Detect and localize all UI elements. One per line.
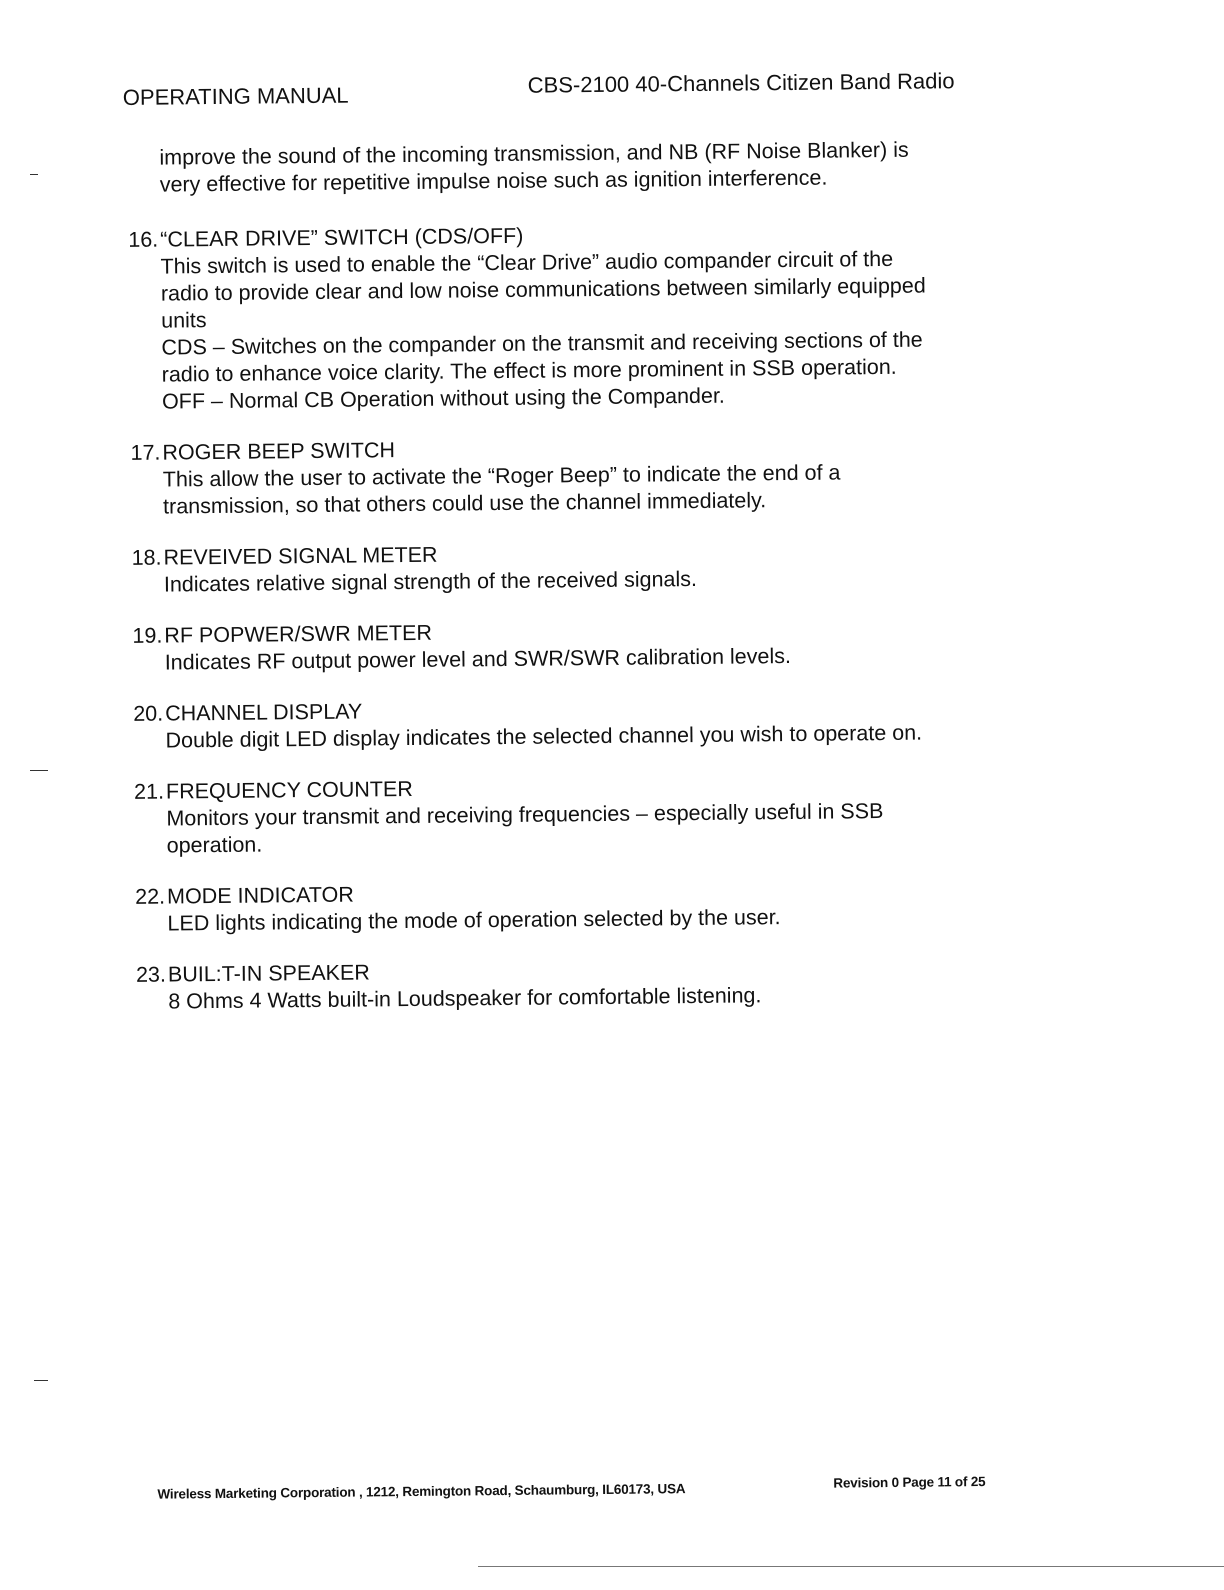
footer-address: Wireless Marketing Corporation , 1212, Remington Road, Schaumburg, IL60173, USA xyxy=(157,1481,686,1502)
item-title: REVEIVED SIGNAL METER xyxy=(163,542,438,570)
item-23 xyxy=(135,953,1029,1016)
header-manual-title: OPERATING MANUAL xyxy=(122,82,349,110)
item-20 xyxy=(133,692,1026,755)
intro-paragraph xyxy=(159,136,1020,199)
item-line: OFF – Normal CB Operation without using the Compander. xyxy=(161,383,725,414)
page-footer xyxy=(157,1474,1027,1507)
item-title: FREQUENCY COUNTER xyxy=(165,776,413,804)
scan-bottom-rule xyxy=(478,1566,1224,1567)
item-number: 17. xyxy=(130,440,161,465)
item-number: 22. xyxy=(135,884,166,909)
item-line: transmission, so that others could use the channel immediately. xyxy=(162,488,767,519)
scan-margin-mark xyxy=(34,1380,48,1381)
item-line: Double digit LED display indicates the selected channel you wish to operate on. xyxy=(165,720,923,753)
item-21 xyxy=(133,770,1027,860)
intro-line: improve the sound of the incoming transmission, and NB (RF Noise Blanker) is xyxy=(159,137,909,170)
page-body xyxy=(128,136,1028,1040)
item-title: CHANNEL DISPLAY xyxy=(165,699,363,726)
item-line: Indicates relative signal strength of the received signals. xyxy=(163,566,698,597)
item-number: 21. xyxy=(133,779,165,804)
item-line: LED lights indicating the mode of operation selected by the user. xyxy=(167,905,781,936)
item-line: Monitors your transmit and receiving frequencies – especially useful in SSB xyxy=(166,799,884,831)
item-number: 18. xyxy=(131,545,162,570)
footer-revision: Revision 0 Page 11 of 25 xyxy=(833,1474,986,1491)
intro-line: very effective for repetitive impulse noise such as ignition interference. xyxy=(159,165,828,197)
item-17 xyxy=(130,431,1023,521)
item-title: “CLEAR DRIVE” SWITCH (CDS/OFF) xyxy=(160,223,524,252)
header-product-title: CBS-2100 40-Channels Citizen Band Radio xyxy=(527,68,955,98)
item-line: operation. xyxy=(166,832,263,858)
item-line: Indicates RF output power level and SWR/SWR calibration levels. xyxy=(164,643,791,675)
item-16 xyxy=(128,218,1022,416)
item-number: 20. xyxy=(133,701,164,726)
scan-margin-mark xyxy=(30,770,48,771)
page-header xyxy=(123,68,983,111)
item-line: This switch is used to enable the “Clear Drive” audio compander circuit of the xyxy=(160,246,894,279)
scan-margin-mark xyxy=(30,174,38,175)
item-number: 16. xyxy=(128,227,159,252)
item-title: MODE INDICATOR xyxy=(166,882,354,909)
item-22 xyxy=(135,875,1028,938)
item-line: CDS – Switches on the compander on the transmit and receiving sections of the xyxy=(161,327,923,360)
item-line: units xyxy=(161,308,207,333)
item-line: radio to provide clear and low noise communications between similarly equipped xyxy=(160,273,926,306)
item-title: RF POPWER/SWR METER xyxy=(164,620,433,648)
item-number: 23. xyxy=(135,962,167,987)
item-line: radio to enhance voice clarity. The effect is more prominent in SSB operation. xyxy=(161,354,897,387)
item-19 xyxy=(132,614,1025,677)
item-line: 8 Ohms 4 Watts built-in Loudspeaker for comfortable listening. xyxy=(168,983,762,1014)
item-title: BUIL:T-IN SPEAKER xyxy=(167,960,370,987)
item-number: 19. xyxy=(132,623,163,648)
item-title: ROGER BEEP SWITCH xyxy=(162,438,396,465)
item-line: This allow the user to activate the “Roger Beep” to indicate the end of a xyxy=(162,460,841,492)
item-18 xyxy=(131,536,1025,599)
